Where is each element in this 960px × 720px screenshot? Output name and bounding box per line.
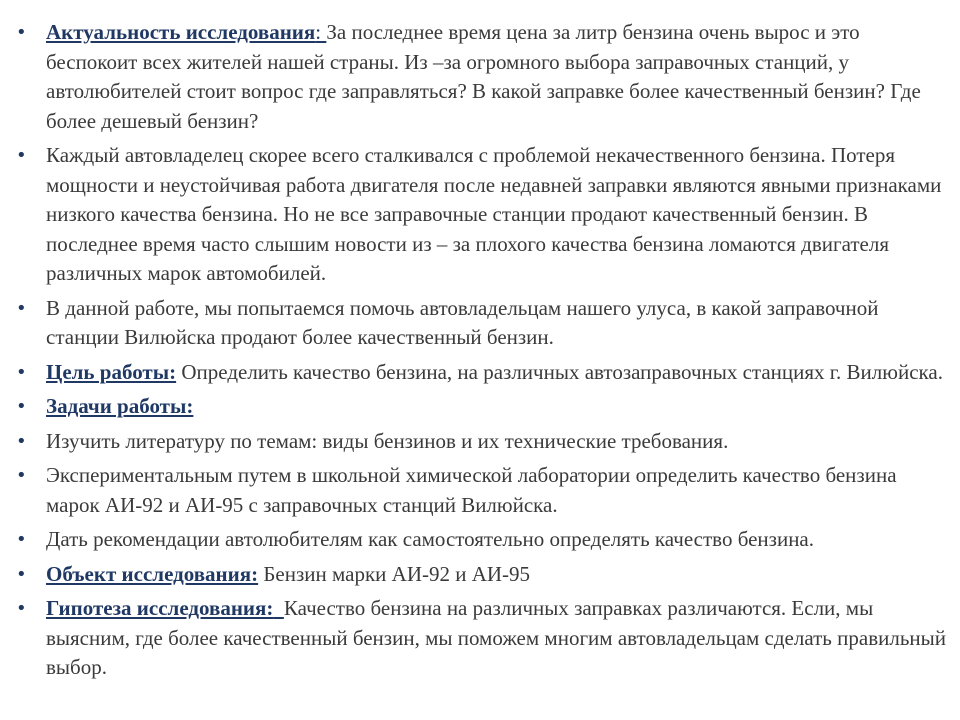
- object-text: Бензин марки АИ-92 и АИ-95: [263, 561, 531, 586]
- hypothesis-heading: Гипотеза исследования:: [46, 596, 274, 620]
- bullet-icon: •: [16, 361, 27, 383]
- bullet-item-task-1: [16, 427, 946, 457]
- bullet-item-task-3: [16, 525, 946, 555]
- problem-text: Каждый автовладелец скорее всего сталкивался с проблемой некачественного бензина. Потеря мощности и неустойчивая работа двигателя после недавней заправки являются явными признаками низкого качества бензина. Но не все заправочные станции продают качественный бензин. В последнее время часто слышим новости из – за плохого качества бензина ломаются двигателя различных марок автомобилей.: [46, 143, 942, 285]
- bullet-icon: •: [16, 598, 27, 619]
- bullet-icon: •: [16, 22, 27, 43]
- hypothesis-text: Качество бензина на различных заправках различаются. Если, мы выясним, где более качественный бензин, мы поможем многим автовладельцам сделать правильный выбор.: [46, 596, 946, 679]
- task-3-text: Дать рекомендации автолюбителям как самостоятельно определять качество бензина.: [46, 527, 815, 551]
- bullet-item-hypothesis: [16, 594, 946, 683]
- bullet-item-problem: [16, 141, 946, 289]
- bullet-item-goal: [16, 358, 946, 388]
- relevance-heading: Актуальность исследования:: [46, 20, 327, 44]
- task-1-text: Изучить литературу по темам: виды бензинов и их технические требования.: [46, 428, 729, 453]
- bullet-item-purpose-statement: [16, 294, 946, 353]
- bullet-icon: •: [16, 563, 27, 585]
- task-2-text: Экспериментальным путем в школьной химической лаборатории определить качество бензина марок АИ-92 и АИ-95 с заправочных станций Вилюйска.: [46, 463, 897, 517]
- bullet-icon: •: [16, 297, 27, 319]
- bullet-item-relevance: [16, 18, 946, 136]
- bullet-icon: •: [16, 396, 27, 417]
- goal-text: Определить качество бензина, на различных автозаправочных станциях г. Вилюйска.: [181, 359, 943, 384]
- tasks-heading: Задачи работы:: [46, 394, 194, 418]
- bullet-icon: •: [16, 529, 27, 550]
- purpose-statement-text: В данной работе, мы попытаемся помочь автовладельцам нашего улуса, в какой заправочной станции Вилюйска продают более качественный бензин.: [46, 295, 879, 349]
- relevance-text: За последнее время цена за литр бензина очень вырос и это беспокоит всех жителей нашей страны. Из –за огромного выбора заправочных станций, у автолюбителей стоит вопрос где заправляться? В какой заправке более качественный бензин? Где более дешевый бензин?: [46, 20, 921, 133]
- bullet-list: [16, 18, 946, 688]
- bullet-item-task-2: [16, 461, 946, 520]
- bullet-icon: •: [16, 465, 27, 486]
- bullet-item-tasks: [16, 392, 946, 422]
- bullet-item-object: [16, 560, 946, 590]
- bullet-icon: •: [16, 430, 27, 452]
- goal-heading: Цель работы:: [46, 359, 177, 384]
- bullet-icon: •: [16, 145, 27, 166]
- object-heading: Объект исследования:: [46, 561, 259, 586]
